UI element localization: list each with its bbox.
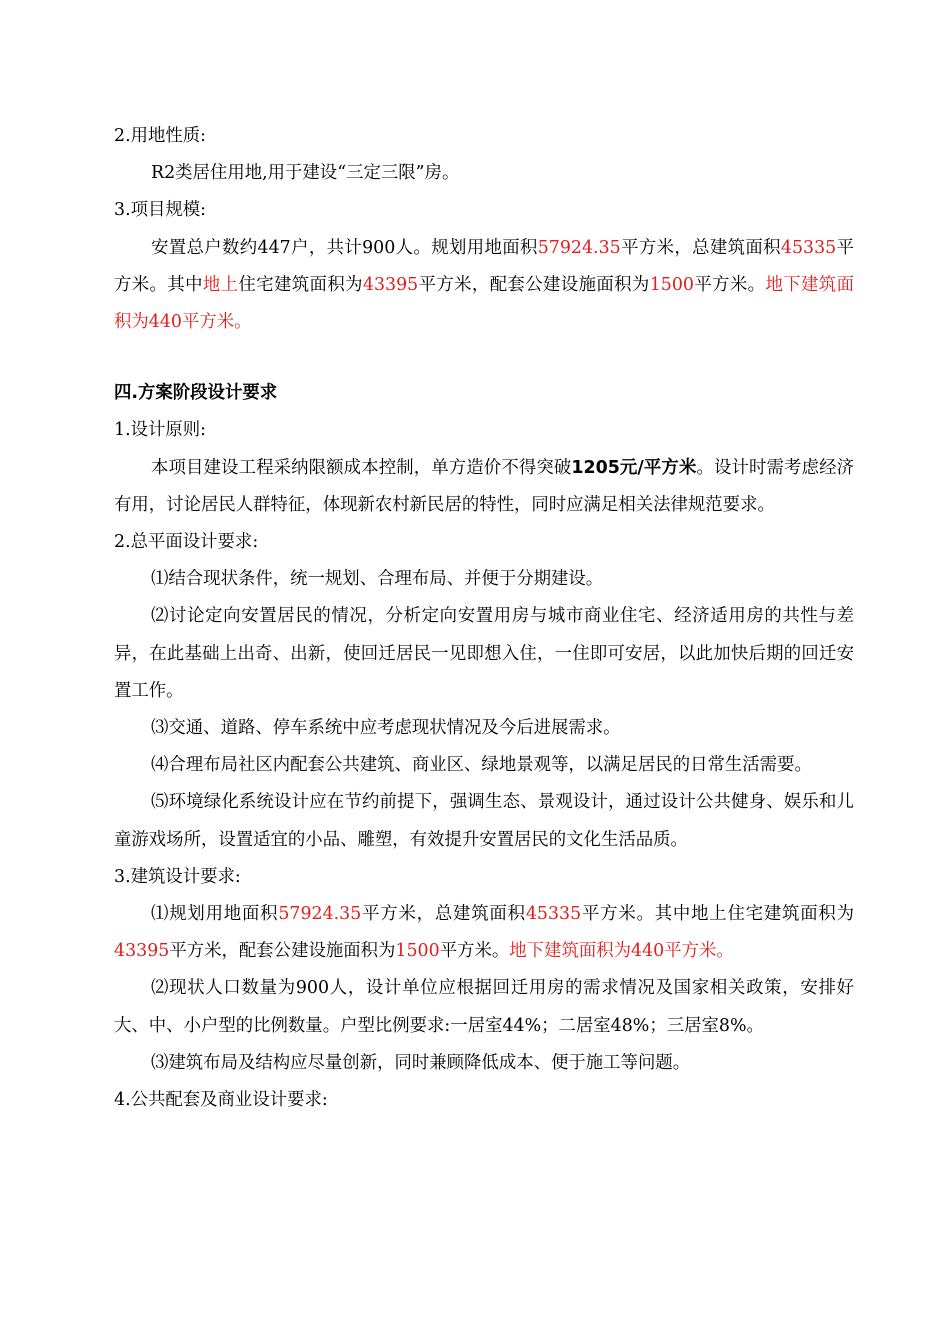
site-plan-item: ⑴结合现状条件，统一规划、合理布局、并便于分期建设。 [151,569,604,590]
design-principle-body [114,450,854,524]
total-area-value: 45335 [525,904,582,925]
architecture-title: 3.建筑设计要求: [114,866,241,887]
section-2-body: R2类居住用地,用于建设“三定三限”房。 [151,163,460,184]
section-2-title: 2.用地性质: [114,126,207,146]
section-3-body [114,230,854,342]
chapter-4-heading: 四.方案阶段设计要求 [114,383,278,404]
text-run: 。设计时需考虑经济有用，讨论居民人群特征，体现新农村新民居的特性，同时应满足相关法律规范要求。 [114,457,854,515]
architecture-item-2: ⑵现状人口数量为900人，设计单位应根据回迁用房的需求情况及国家相关政策，安排好大、中、小户型的比例数量。户型比例要求:一居室44%；二居室48%；三居室8%。 [114,978,854,1036]
site-plan-item: ⑷合理布局社区内配套公共建筑、商业区、绿地景观等，以满足居民的日常生活需要。 [151,755,812,776]
unit-cost-limit: 1205元/平方米 [571,457,697,478]
residential-area-value: 43395 [114,941,170,962]
public-facility-area-value: 1500 [649,274,694,295]
text-run: 平方米。其中 [114,237,854,295]
site-plan-title: 2.总平面设计要求: [114,532,259,553]
text-run: 平方米。 [439,941,510,962]
text-run: 本项目建设工程采纳限额成本控制，单方造价不得突破 [151,457,572,478]
text-run: 平方米，配套公建设施面积为 [169,941,396,962]
architecture-item-3: ⑶建筑布局及结构应尽量创新，同时兼顾降低成本、便于施工等问题。 [151,1052,691,1073]
text-run: 安置总户数约447户，共计900人。规划用地面积 [151,237,538,258]
section-spacer [114,341,854,375]
total-area-value: 45335 [780,237,837,258]
design-principle-title: 1.设计原则: [114,420,207,441]
document-page [114,118,854,1119]
land-area-value: 57924.35 [278,904,362,925]
site-plan-item: ⑶交通、道路、停车系统中应考虑现状情况及今后进展需求。 [151,718,621,739]
text-run: 平方米，总建筑面积 [361,904,526,925]
section-3-title: 3.项目规模: [114,200,207,221]
text-run: ⑴规划用地面积 [151,904,279,925]
public-facilities-title: 4.公共配套及商业设计要求: [114,1090,328,1111]
architecture-item-1 [114,896,854,970]
residential-area-value: 43395 [362,274,419,295]
site-plan-item: ⑸环境绿化系统设计应在节约前提下，强调生态、景观设计，通过设计公共健身、娱乐和儿童游戏场所，设置适宜的小品、雕塑，有效提升安置居民的文化生活品质。 [114,792,854,850]
underground-area-note: 地下建筑面积为440平方米。 [114,274,854,333]
text-run: 平方米。 [693,274,766,295]
text-run: 平方米，配套公建设施面积为 [418,274,650,295]
underground-area-note: 地下建筑面积为440平方米。 [509,941,734,962]
public-facility-area-value: 1500 [395,941,440,962]
text-run: 住宅建筑面积为 [238,274,363,295]
site-plan-item: ⑵讨论定向安置居民的情况，分析定向安置用房与城市商业住宅、经济适用房的共性与差异，在此基础上出奇、出新，使回迁居民一见即想入住，一住即可安居，以此加快后期的回迁安置工作。 [114,606,854,701]
text-run: 平方米。其中地上住宅建筑面积为 [581,904,854,925]
land-area-value: 57924.35 [537,237,621,258]
text-run: 平方米，总建筑面积 [620,237,781,258]
above-ground-label: 地上 [202,274,239,295]
